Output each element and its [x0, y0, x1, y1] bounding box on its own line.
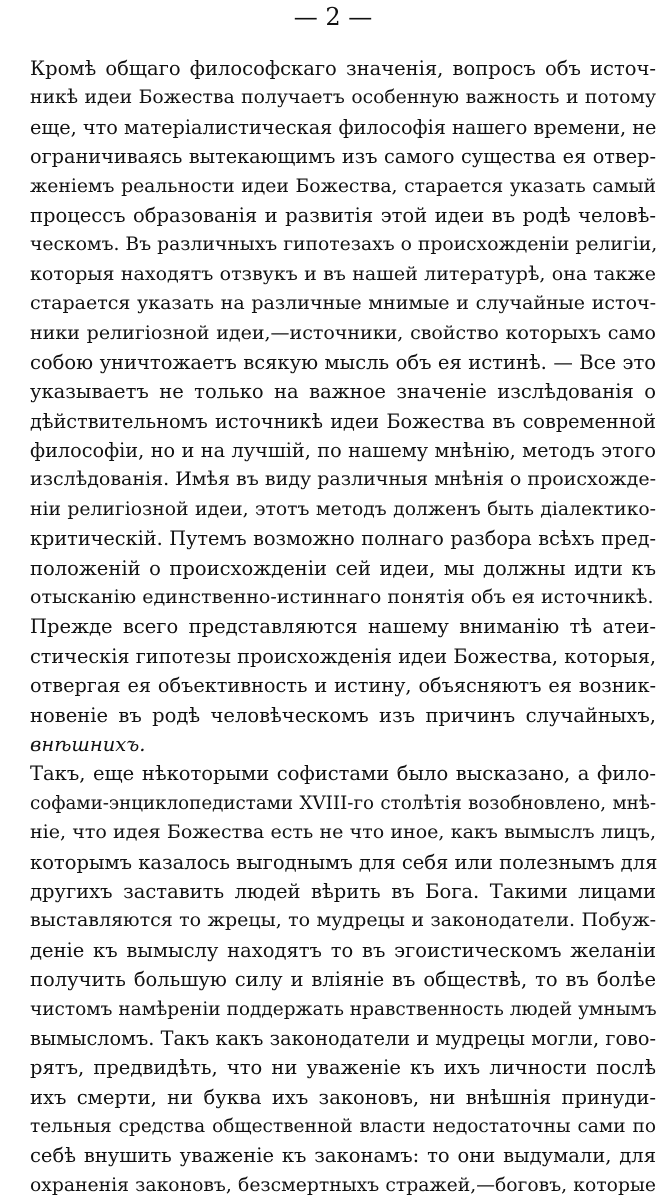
text-line: изслѣдованія. Имѣя въ виду различныя мнѣнія о происхожде- [30, 468, 656, 491]
text-line: получить большую силу и вліяніе въ обществѣ, то въ болѣе [30, 968, 656, 992]
text-line: себѣ внушить уваженіе къ законамъ: то они выдумали, для [30, 1144, 656, 1168]
text-line: Такъ, еще нѣкоторыми софистами было высказано, а фило- [30, 762, 656, 786]
text-line: Кромѣ общаго философскаго значенія, вопросъ объ источ- [30, 57, 656, 80]
text-line: чистомъ намѣреніи поддержать нравственность людей умнымъ [30, 998, 657, 1020]
text-line: отвергая ея объективность и истину, объясняютъ ея возник- [30, 674, 656, 698]
text-line: отысканію единственно-истиннаго понятія объ ея источникѣ. [30, 586, 654, 609]
text-line: тельныя средства общественной власти недостаточны сами по [30, 1116, 656, 1138]
text-line: старается указать на различные мнимые и случайные источ- [30, 292, 656, 315]
text-line: критическій. Путемъ возможно полнаго разбора всѣхъ пред- [30, 527, 656, 551]
text-line: другихъ заставить людей вѣрить въ Бога. Такими лицами [30, 879, 656, 903]
page-number: — 2 — [293, 3, 373, 31]
text-line: ники религіозной идеи,—источники, свойство которыхъ само [30, 321, 656, 344]
text-line: ограничиваясь вытекающимъ изъ самого существа ея отвер- [30, 145, 656, 169]
text-line: софами-энциклопедистами XVIII-го столѣтія возобновлено, мнѣ- [30, 792, 656, 814]
text-line: рятъ, предвидѣть, что ни уваженіе къ ихъ личности послѣ [30, 1056, 656, 1080]
text-line: ихъ смерти, ни буква ихъ законовъ, ни внѣшнія принуди- [30, 1085, 656, 1109]
text-line: выставляются то жрецы, то мудрецы и законодатели. Побуж- [30, 909, 656, 932]
text-line: женіемъ реальности идеи Божества, старается указать самый [30, 175, 656, 197]
text-line: указываетъ не только на важное значеніе изслѣдованія о [30, 380, 656, 404]
text-line: ніе, что идея Божества есть не что иное, какъ вымыслъ лицъ, [30, 821, 656, 844]
text-line: внѣшнихъ. [30, 732, 146, 756]
text-line: которымъ казалось выгоднымъ для себя или полезнымъ для [30, 850, 658, 874]
text-line: дѣйствительномъ источникѣ идеи Божества въ современной [30, 409, 656, 433]
text-line: Прежде всего представляются нашему вниманію тѣ атеи- [30, 615, 656, 639]
text-line: философіи, но и на лучшій, по нашему мнѣнію, методъ этого [30, 439, 656, 463]
text-line: стическія гипотезы происхожденія идеи Божества, которыя, [30, 644, 656, 668]
text-line: ніи религіозной идеи, этотъ методъ долженъ быть діалектико- [30, 498, 656, 520]
text-line: никѣ идеи Божества получаетъ особенную важность и потому [30, 87, 656, 109]
text-line: деніе къ вымыслу находятъ то въ эгоистическомъ желаніи [30, 938, 656, 962]
text-line: новеніе въ родѣ человѣческомъ изъ причинъ случайныхъ, [30, 703, 656, 727]
text-line: которыя находятъ отзвукъ и въ нашей литературѣ, она также [30, 262, 656, 285]
text-line: ческомъ. Въ различныхъ гипотезахъ о происхожденіи религіи, [30, 234, 658, 256]
text-line: охраненія законовъ, безсмертныхъ стражей,—боговъ, которые [30, 1174, 656, 1196]
text-line: процессъ образованія и развитія этой идеи въ родѣ человѣ- [30, 203, 656, 227]
text-line: положеній о происхожденіи сей идеи, мы должны идти къ [30, 556, 656, 580]
body-text [30, 54, 656, 1200]
text-line: еще, что матеріалистическая философія нашего времени, не [30, 115, 657, 139]
text-line: собою уничтожаетъ всякую мысль объ ея истинѣ. — Все это [30, 350, 656, 374]
text-line: вымысломъ. Такъ какъ законодатели и мудрецы могли, гово- [30, 1026, 656, 1050]
